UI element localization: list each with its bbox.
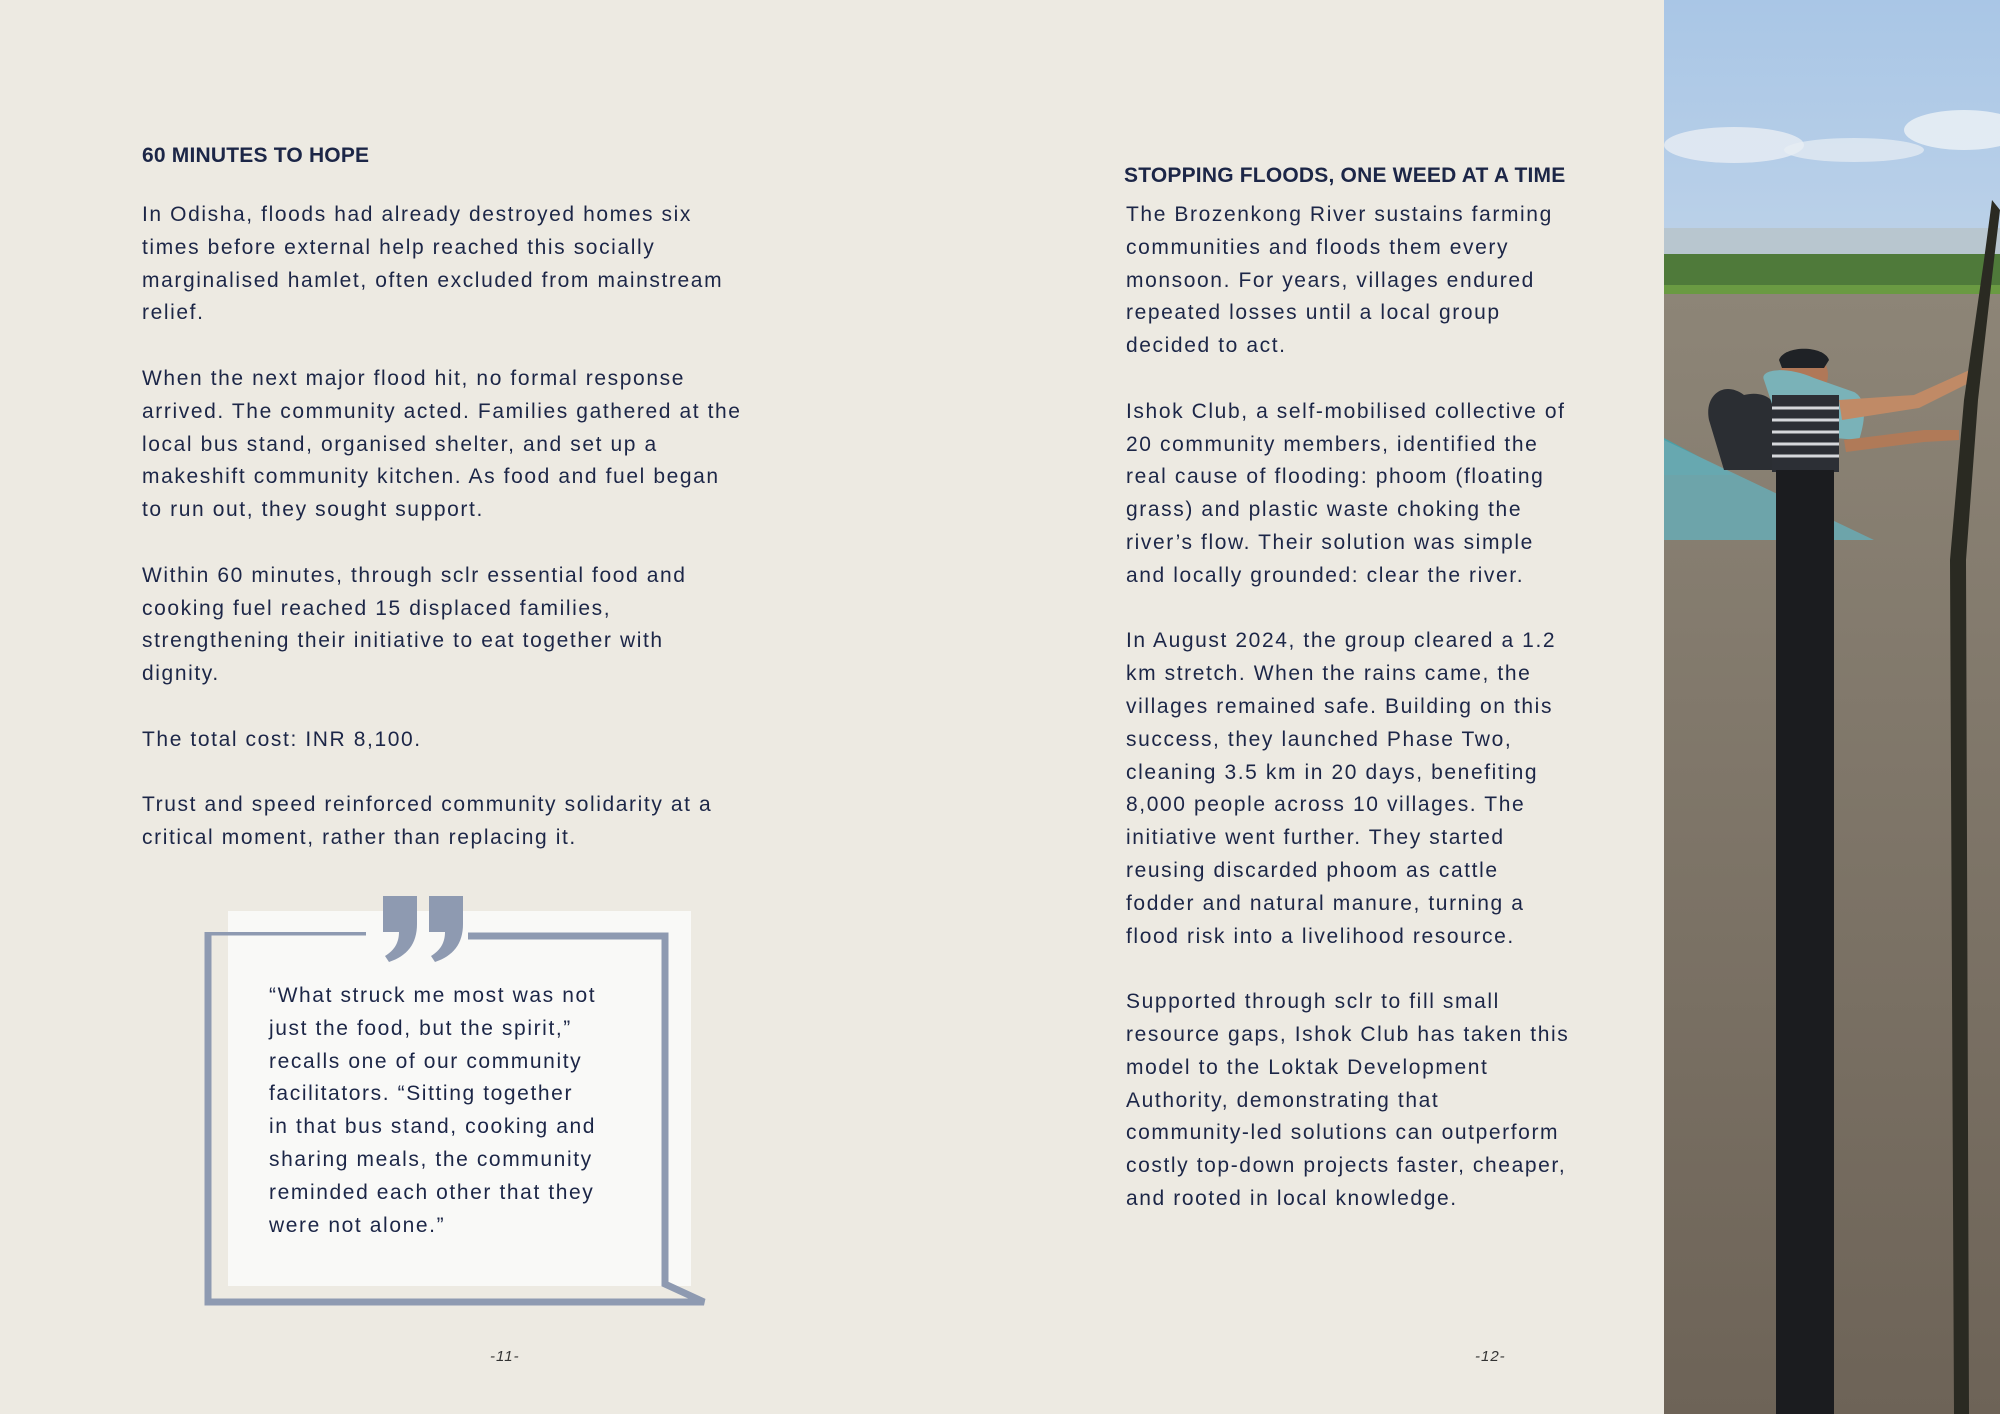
text-line: relief. — [142, 301, 205, 325]
paragraph — [142, 560, 742, 691]
text-line: In Odisha, floods had already destroyed homes six — [142, 203, 692, 226]
text-line: were not alone.” — [269, 1213, 446, 1237]
text-line: times before external help reached this socially — [142, 235, 656, 259]
text-line: in that bus stand, cooking and — [269, 1115, 597, 1139]
text-line: critical moment, rather than replacing it. — [142, 826, 577, 850]
text-line: initiative went further. They started — [1126, 826, 1505, 850]
paragraph — [1126, 625, 1569, 953]
text-line: cleaning 3.5 km in 20 days, benefiting — [1126, 760, 1539, 784]
text-line: arrived. The community acted. Families gathered at the — [142, 399, 742, 423]
text-line: 20 community members, identified the — [1126, 432, 1539, 456]
text-line: to run out, they sought support. — [142, 498, 484, 522]
text-line: river’s flow. Their solution was simple — [1126, 530, 1534, 554]
river-boatman-photo — [1664, 0, 2000, 1414]
quote-line — [269, 1046, 596, 1079]
text-line: In August 2024, the group cleared a 1.2 — [1126, 629, 1557, 653]
text-line: monsoon. For years, villages endured — [1126, 268, 1535, 292]
text-line: local bus stand, organised shelter, and set up a — [142, 432, 658, 456]
text-line: Supported through sclr to fill small — [1126, 990, 1500, 1014]
paragraph — [142, 199, 742, 330]
text-line: success, they launched Phase Two, — [1126, 727, 1513, 751]
text-line: Ishok Club, a self-mobilised collective of — [1126, 399, 1566, 423]
text-line: resource gaps, Ishok Club has taken this — [1126, 1022, 1570, 1046]
page-number-right: -12- — [1475, 1348, 1506, 1365]
text-line: just the food, but the spirit,” — [269, 1016, 572, 1040]
quote-line — [269, 1078, 596, 1111]
paragraph — [1126, 986, 1569, 1216]
text-line: “What struck me most was not — [269, 984, 597, 1007]
text-line: The total cost: INR 8,100. — [142, 727, 422, 751]
quote-line — [269, 1111, 596, 1144]
text-line: 8,000 people across 10 villages. The — [1126, 793, 1526, 817]
text-line: real cause of flooding: phoom (floating — [1126, 465, 1545, 489]
left-heading: 60 MINUTES TO HOPE — [142, 144, 370, 167]
text-line: reusing discarded phoom as cattle — [1126, 858, 1499, 882]
paragraph — [142, 724, 742, 757]
quote-line — [269, 980, 596, 1013]
text-line: costly top-down projects faster, cheaper, — [1126, 1154, 1567, 1178]
text-line: fodder and natural manure, turning a — [1126, 891, 1525, 915]
text-line: Authority, demonstrating that — [1126, 1088, 1440, 1112]
text-line: When the next major flood hit, no formal response — [142, 366, 685, 390]
quote-line — [269, 1144, 596, 1177]
text-line: decided to act. — [1126, 334, 1287, 358]
text-line: Trust and speed reinforced community solidarity at a — [142, 793, 713, 817]
right-heading: STOPPING FLOODS, ONE WEED AT A TIME — [1124, 164, 1566, 187]
text-line: Within 60 minutes, through sclr essential food and — [142, 563, 687, 587]
text-line: and locally grounded: clear the river. — [1126, 563, 1525, 587]
text-line: villages remained safe. Building on this — [1126, 694, 1554, 718]
text-line: repeated losses until a local group — [1126, 301, 1501, 325]
left-body-text — [142, 199, 742, 888]
paragraph — [1126, 199, 1569, 363]
paragraph — [1126, 396, 1569, 593]
text-line: flood risk into a livelihood resource. — [1126, 924, 1515, 948]
text-line: cooking fuel reached 15 displaced families, — [142, 596, 612, 620]
text-line: and rooted in local knowledge. — [1126, 1186, 1458, 1210]
quote-marks-icon — [383, 896, 467, 962]
text-line: facilitators. “Sitting together — [269, 1082, 574, 1106]
text-line: marginalised hamlet, often excluded from mainstream — [142, 268, 724, 292]
paragraph — [142, 789, 742, 855]
text-line: dignity. — [142, 662, 220, 686]
text-line: grass) and plastic waste choking the — [1126, 498, 1523, 522]
text-line: sharing meals, the community — [269, 1147, 593, 1171]
right-body-text — [1126, 199, 1569, 1249]
text-line: recalls one of our community — [269, 1049, 583, 1073]
text-line: strengthening their initiative to eat together with — [142, 629, 664, 653]
text-line: makeshift community kitchen. As food and fuel began — [142, 465, 720, 489]
paragraph — [142, 363, 742, 527]
testimonial-quote — [269, 980, 596, 1242]
quote-line — [269, 1210, 596, 1243]
quote-line — [269, 1013, 596, 1046]
text-line: community-led solutions can outperform — [1126, 1121, 1560, 1145]
text-line: model to the Loktak Development — [1126, 1055, 1489, 1079]
page-number-left: -11- — [490, 1348, 520, 1365]
text-line: reminded each other that they — [269, 1180, 595, 1204]
quote-line — [269, 1177, 596, 1210]
text-line: km stretch. When the rains came, the — [1126, 662, 1532, 686]
text-line: communities and floods them every — [1126, 235, 1510, 259]
text-line: The Brozenkong River sustains farming — [1126, 203, 1553, 226]
